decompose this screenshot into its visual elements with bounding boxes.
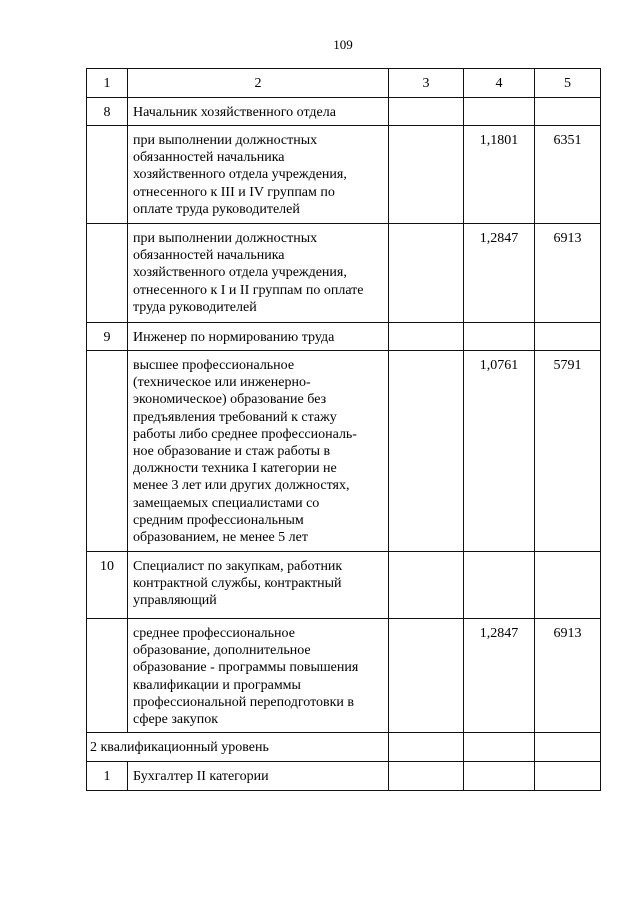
empty-cell [389,351,464,552]
empty-cell [535,323,601,351]
text-line: отнесенного к I и II группам по оплате [133,282,364,298]
row-number-cell: 10 [87,552,128,619]
header-cell: 4 [464,69,535,98]
text-line: образование, дополнительное [133,643,311,659]
description-cell [128,126,389,224]
empty-cell [535,733,601,762]
empty-cell [464,323,535,351]
header-cell: 2 [128,69,389,98]
table-row [87,224,601,323]
text-line: Специалист по закупкам, работник [133,559,343,574]
empty-cell [464,733,535,762]
table-row [87,323,601,351]
empty-cell [535,552,601,619]
text-line: отнесенного к III и IV группам по [133,184,335,200]
text-line: хозяйственного отдела учреждения, [133,167,347,183]
col4-cell: 1,0761 [464,351,535,552]
text-line: профессиональной переподготовки в [133,694,355,710]
text-line: обязанностей начальника [133,248,285,264]
description-cell [128,98,389,126]
row-number-cell [87,619,128,733]
empty-cell [389,619,464,733]
table-row [87,98,601,126]
text-line: обязанностей начальника [133,150,285,166]
empty-cell [389,762,464,791]
text-line: оплате труда руководителей [133,201,300,217]
row-number-cell [87,224,128,323]
row-number-cell [87,351,128,552]
description-cell [128,762,389,791]
empty-cell [389,98,464,126]
empty-cell [389,552,464,619]
text-line: при выполнении должностных [133,133,318,148]
col5-cell: 5791 [535,351,601,552]
empty-cell [389,126,464,224]
table-row [87,126,601,224]
col5-cell: 6913 [535,224,601,323]
text-line: Бухгалтер II категории [133,769,269,784]
text-line: (техническое или инженерно- [133,375,311,391]
empty-cell [389,733,464,762]
text-line: работы либо среднее профессиональ- [133,426,357,442]
empty-cell [464,98,535,126]
text-line: сфере закупок [133,712,219,728]
table-row [87,351,601,552]
description-cell [128,552,389,619]
col5-cell: 6351 [535,126,601,224]
text-line: менее 3 лет или других должностях, [133,478,350,494]
data-table [86,68,601,791]
text-line: среднее профессиональное [133,626,295,641]
header-cell: 5 [535,69,601,98]
text-line: высшее профессиональное [133,358,295,373]
empty-cell [464,552,535,619]
text-line: Инженер по нормированию труда [133,330,335,345]
header-cell: 1 [87,69,128,98]
text-line: квалификации и программы [133,677,301,693]
section-row [87,733,601,762]
row-number-cell [87,126,128,224]
table-header-row [87,69,601,98]
text-line: Начальник хозяйственного отдела [133,105,336,120]
empty-cell [535,762,601,791]
description-cell [128,224,389,323]
row-number-cell: 9 [87,323,128,351]
text-line: контрактной службы, контрактный [133,576,342,592]
row-number-cell: 1 [87,762,128,791]
text-line: предъявления требований к стажу [133,409,337,425]
empty-cell [464,762,535,791]
header-cell: 3 [389,69,464,98]
col4-cell: 1,2847 [464,224,535,323]
description-cell [128,323,389,351]
table-row [87,619,601,733]
page-number: 109 [333,37,353,52]
text-line: экономическое) образование без [133,392,327,408]
table-row [87,762,601,791]
text-line: ное образование и стаж работы в [133,444,331,460]
text-line: управляющий [133,593,217,609]
text-line: труда руководителей [133,299,257,315]
empty-cell [389,323,464,351]
text-line: образование - программы повышения [133,660,359,676]
col4-cell: 1,1801 [464,126,535,224]
text-line: средним профессиональным [133,512,304,528]
row-number-cell: 8 [87,98,128,126]
empty-cell [389,224,464,323]
empty-cell [535,98,601,126]
text-line: должности техника I категории не [133,461,337,477]
description-cell [128,619,389,733]
text-line: хозяйственного отдела учреждения, [133,265,347,281]
col5-cell: 6913 [535,619,601,733]
text-line: при выполнении должностных [133,231,318,246]
description-cell [128,351,389,552]
col4-cell: 1,2847 [464,619,535,733]
text-line: замещаемых специалистами со [133,495,320,511]
section-heading-cell: 2 квалификационный уровень [87,733,389,762]
table-row [87,552,601,619]
text-line: образованием, не менее 5 лет [133,530,308,546]
